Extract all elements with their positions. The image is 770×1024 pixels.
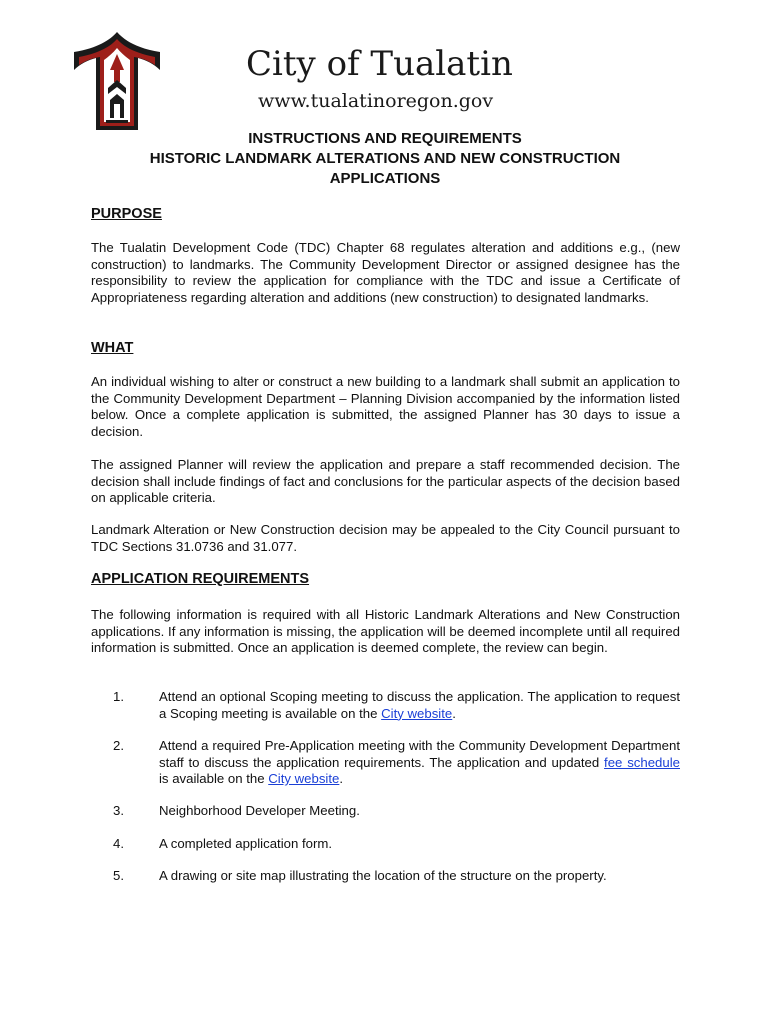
- list-item-number: 3.: [113, 803, 124, 818]
- purpose-heading: PURPOSE: [91, 206, 162, 222]
- list-item: [91, 689, 680, 722]
- list-item-number: 4.: [113, 836, 124, 851]
- list-item-text-part: is available on the: [159, 771, 269, 786]
- city-website[interactable]: www.tualatinoregon.gov: [258, 90, 494, 112]
- document-title: [0, 129, 770, 189]
- list-item: [91, 803, 680, 820]
- list-item-text-part: Attend an optional Scoping meeting to discuss the application. The application to request a Scoping meeting is available on the: [159, 689, 680, 721]
- requirements-heading: APPLICATION REQUIREMENTS: [91, 571, 310, 587]
- list-item-text: [159, 738, 680, 788]
- city-website-link[interactable]: City website: [268, 771, 340, 786]
- list-item-text-part: Attend a required Pre-Application meeting with the Community Development Department staff to discuss the application requirements. The application and updated: [159, 738, 680, 770]
- what-paragraph-1: An individual wishing to alter or construct a new building to a landmark shall submit an application to the Community Development Department – Planning Division accompanied by the information listed below. Once a complete application is submitted, the assigned Planner has 30 days to issue a decision.: [91, 374, 680, 439]
- list-item: [91, 868, 680, 885]
- city-logo-icon: [70, 30, 164, 134]
- list-item-text-part: .: [339, 771, 344, 786]
- city-website-link[interactable]: City website: [381, 705, 453, 721]
- purpose-text: The Tualatin Development Code (TDC) Chapter 68 regulates alteration and additions e.g., (new construction) to landmarks. The Community Development Director or assigned designee has the responsibility to review the application for compliance with the TDC and issue a Certificate of Appropriateness regarding alteration and additions (new construction) to designated landmarks.: [91, 240, 680, 305]
- what-paragraph-3: Landmark Alteration or New Construction decision may be appealed to the City Council pursuant to TDC Sections 31.0736 and 31.077.: [91, 522, 680, 554]
- list-item-text: Neighborhood Developer Meeting.: [159, 803, 360, 818]
- list-item: [91, 738, 680, 788]
- what-heading: WHAT: [91, 340, 134, 356]
- title-line-3: APPLICATIONS: [329, 170, 441, 187]
- list-item-text: A drawing or site map illustrating the location of the structure on the property.: [159, 868, 607, 883]
- title-line-2: HISTORIC LANDMARK ALTERATIONS AND NEW CONSTRUCTION: [149, 150, 621, 167]
- city-name: City of Tualatin: [246, 44, 513, 84]
- list-item-text-part: .: [452, 705, 456, 721]
- list-item-text: [159, 689, 680, 722]
- list-item: [91, 836, 680, 853]
- title-line-1: INSTRUCTIONS AND REQUIREMENTS: [248, 130, 522, 147]
- list-item-number: 2.: [113, 738, 124, 753]
- requirements-intro: The following information is required with all Historic Landmark Alterations and New Construction applications. If any information is missing, the application will be deemed incomplete until all required information is submitted. Once an application is deemed complete, the review can begin.: [91, 607, 680, 655]
- list-item-number: 5.: [113, 868, 124, 883]
- fee-schedule-link[interactable]: fee schedule: [604, 754, 680, 770]
- list-item-number: 1.: [113, 689, 124, 704]
- what-paragraph-2: The assigned Planner will review the application and prepare a staff recommended decision. The decision shall include findings of fact and conclusions for the particular aspects of the decision based on applicable criteria.: [91, 457, 680, 505]
- list-item-text: A completed application form.: [159, 836, 332, 851]
